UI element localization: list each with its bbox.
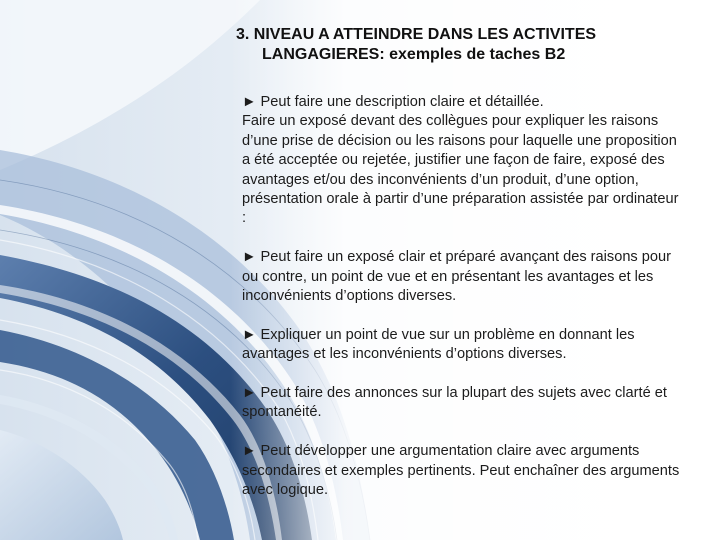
paragraph-description (242, 93, 682, 229)
paragraph-argumentation: ► Peut développer une argumentation claire avec arguments secondaires et exemples pertinents. Peut enchaîner des arguments avec logique. (242, 443, 680, 499)
paragraph-lead: ► Peut faire une description claire et détaillée. (242, 94, 544, 110)
paragraph-expose: ► Peut faire un exposé clair et préparé avançant des raisons pour ou contre, un point de vue et en présentant les avantages et les inconvénients d’options diverses. (242, 249, 671, 305)
paragraph-text: Faire un exposé devant des collègues pour expliquer les raisons d’une prise de décision ou les raisons pour laquelle une proposition a été acceptée ou rejetée, justifier une façon de faire, exposé des avantages et/ou des inconvénients d’un produit, d’une option, présentation orale à partir d’une préparation assistée par ordinateur : (242, 113, 679, 227)
title-line-1: 3. NIVEAU A ATTEINDRE DANS LES ACTIVITES (236, 26, 597, 43)
slide-title (236, 25, 706, 65)
paragraph-point-de-vue: ► Expliquer un point de vue sur un problème en donnant les avantages et les inconvénients d’options diverses. (242, 326, 635, 363)
slide-body (242, 93, 682, 520)
title-line-2: LANGAGIERES: exemples de taches B2 (262, 46, 566, 63)
paragraph-annonces: ► Peut faire des annonces sur la plupart des sujets avec clarté et spontanéité. (242, 385, 667, 421)
